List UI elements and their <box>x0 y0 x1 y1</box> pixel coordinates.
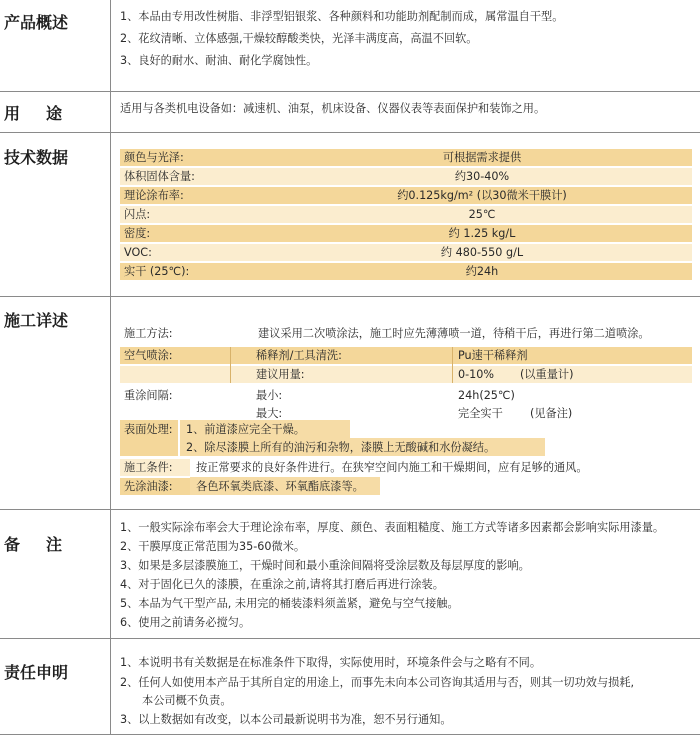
overview-line: 1、本品由专用改性树脂、非浮型铝银浆、各种颜料和功能助剂配制而成，属常温自干型。 <box>120 10 564 23</box>
tech-value: 约0.125kg/m² (以30微米干膜计) <box>397 189 567 202</box>
surface-line: 2、除尽漆膜上所有的油污和杂物，漆膜上无酸碱和水份凝结。 <box>186 441 496 454</box>
tech-value: 可根据需求提供 <box>442 151 522 164</box>
notes-line: 3、如果是多层漆膜施工，干燥时间和最小重涂间隔将受涂层数及每层厚度的影响。 <box>120 559 530 572</box>
recoat-max-value: 完全实干 <box>458 407 503 420</box>
thinner-label: 稀释剂/工具清洗: <box>256 349 342 362</box>
primer-text: 各色环氧类底漆、环氧酯底漆等。 <box>196 480 364 493</box>
liability-line: 3、以上数据如有改变，以本公司最新说明书为准，恕不另行通知。 <box>120 713 452 726</box>
notes-line: 5、本品为气干型产品, 未用完的桶装漆料须盖紧，避免与空气接触。 <box>120 597 459 610</box>
surface-line: 1、前道漆应完全干燥。 <box>186 423 305 436</box>
cell-divider <box>452 347 453 383</box>
spray-row <box>120 347 692 364</box>
recoat-max-note: (见备注) <box>530 407 573 420</box>
condition-text: 按正常要求的良好条件进行。在狭窄空间内施工和干燥期间，应有足够的通风。 <box>196 461 588 474</box>
liability-line: 本公司概不负责。 <box>142 694 232 707</box>
tech-label: VOC: <box>124 246 152 259</box>
recoat-label: 重涂间隔: <box>124 389 173 402</box>
tech-value: 约 480-550 g/L <box>440 246 524 259</box>
row-divider <box>0 296 700 297</box>
row-divider <box>0 509 700 510</box>
tech-heading: 技术数据 <box>4 148 69 167</box>
tech-value: 25℃ <box>468 208 496 221</box>
liability-line: 1、本说明书有关数据是在标准条件下取得，实际使用时，环境条件会与之略有不同。 <box>120 656 542 669</box>
notes-line: 1、一般实际涂布率会大于理论涂布率，厚度、颜色、表面粗糙度、施工方式等诸多因素都会影响实际用漆量。 <box>120 521 665 534</box>
cell-divider <box>230 347 231 383</box>
row-divider <box>0 638 700 639</box>
tech-value: 约30-40% <box>454 170 510 183</box>
row-divider <box>0 132 700 133</box>
notes-line: 4、对于固化已久的漆膜，在重涂之前,请将其打磨后再进行涂装。 <box>120 578 444 591</box>
liability-line: 2、任何人如使用本产品于其所自定的用途上，而事先未向本公司咨询其适用与否，则其一切功效与损耗, <box>120 676 635 689</box>
method-label: 施工方法: <box>124 327 173 340</box>
primer-label: 先涂油漆: <box>124 480 173 493</box>
dosage-note: (以重量计) <box>520 368 574 381</box>
column-divider <box>110 0 111 735</box>
dosage-value: 0-10% <box>458 368 495 381</box>
thinner-value: Pu速干稀释剂 <box>458 349 528 362</box>
notes-heading: 备注 <box>4 535 89 554</box>
tech-label: 密度: <box>124 227 151 240</box>
usage-text: 适用与各类机电设备如：减速机、油泵，机床设备、仪器仪表等表面保护和装饰之用。 <box>120 102 546 115</box>
method-text: 建议采用二次喷涂法，施工时应先薄薄喷一道，待稍干后，再进行第二道喷涂。 <box>258 327 650 340</box>
condition-label: 施工条件: <box>124 461 173 474</box>
overview-line: 3、良好的耐水、耐油、耐化学腐蚀性。 <box>120 54 318 67</box>
tech-label: 颜色与光泽: <box>124 151 184 164</box>
overview-line: 2、花纹清晰、立体感强,干燥较醇酸类快，光泽丰满度高，高温不回软。 <box>120 32 478 45</box>
tech-value: 约 1.25 kg/L <box>448 227 516 240</box>
recoat-max-label: 最大: <box>256 407 283 420</box>
liability-heading: 责任申明 <box>4 663 69 682</box>
row-divider <box>0 91 700 92</box>
dosage-label: 建议用量: <box>256 368 305 381</box>
tech-value: 约24h <box>465 265 499 278</box>
application-heading: 施工详述 <box>4 311 69 330</box>
surface-label: 表面处理: <box>124 423 173 436</box>
recoat-min-value: 24h(25℃) <box>458 389 515 402</box>
dosage-row <box>120 366 692 383</box>
tech-label: 实干 (25℃): <box>124 265 190 278</box>
notes-line: 2、干膜厚度正常范围为35-60微米。 <box>120 540 306 553</box>
recoat-min-label: 最小: <box>256 389 283 402</box>
tech-label: 体积固体含量: <box>124 170 195 183</box>
spray-label: 空气喷涂: <box>124 349 173 362</box>
usage-heading: 用途 <box>4 104 89 123</box>
tech-label: 理论涂布率: <box>124 189 184 202</box>
tech-label: 闪点: <box>124 208 151 221</box>
notes-line: 6、使用之前请务必搅匀。 <box>120 616 251 629</box>
overview-heading: 产品概述 <box>4 13 69 32</box>
